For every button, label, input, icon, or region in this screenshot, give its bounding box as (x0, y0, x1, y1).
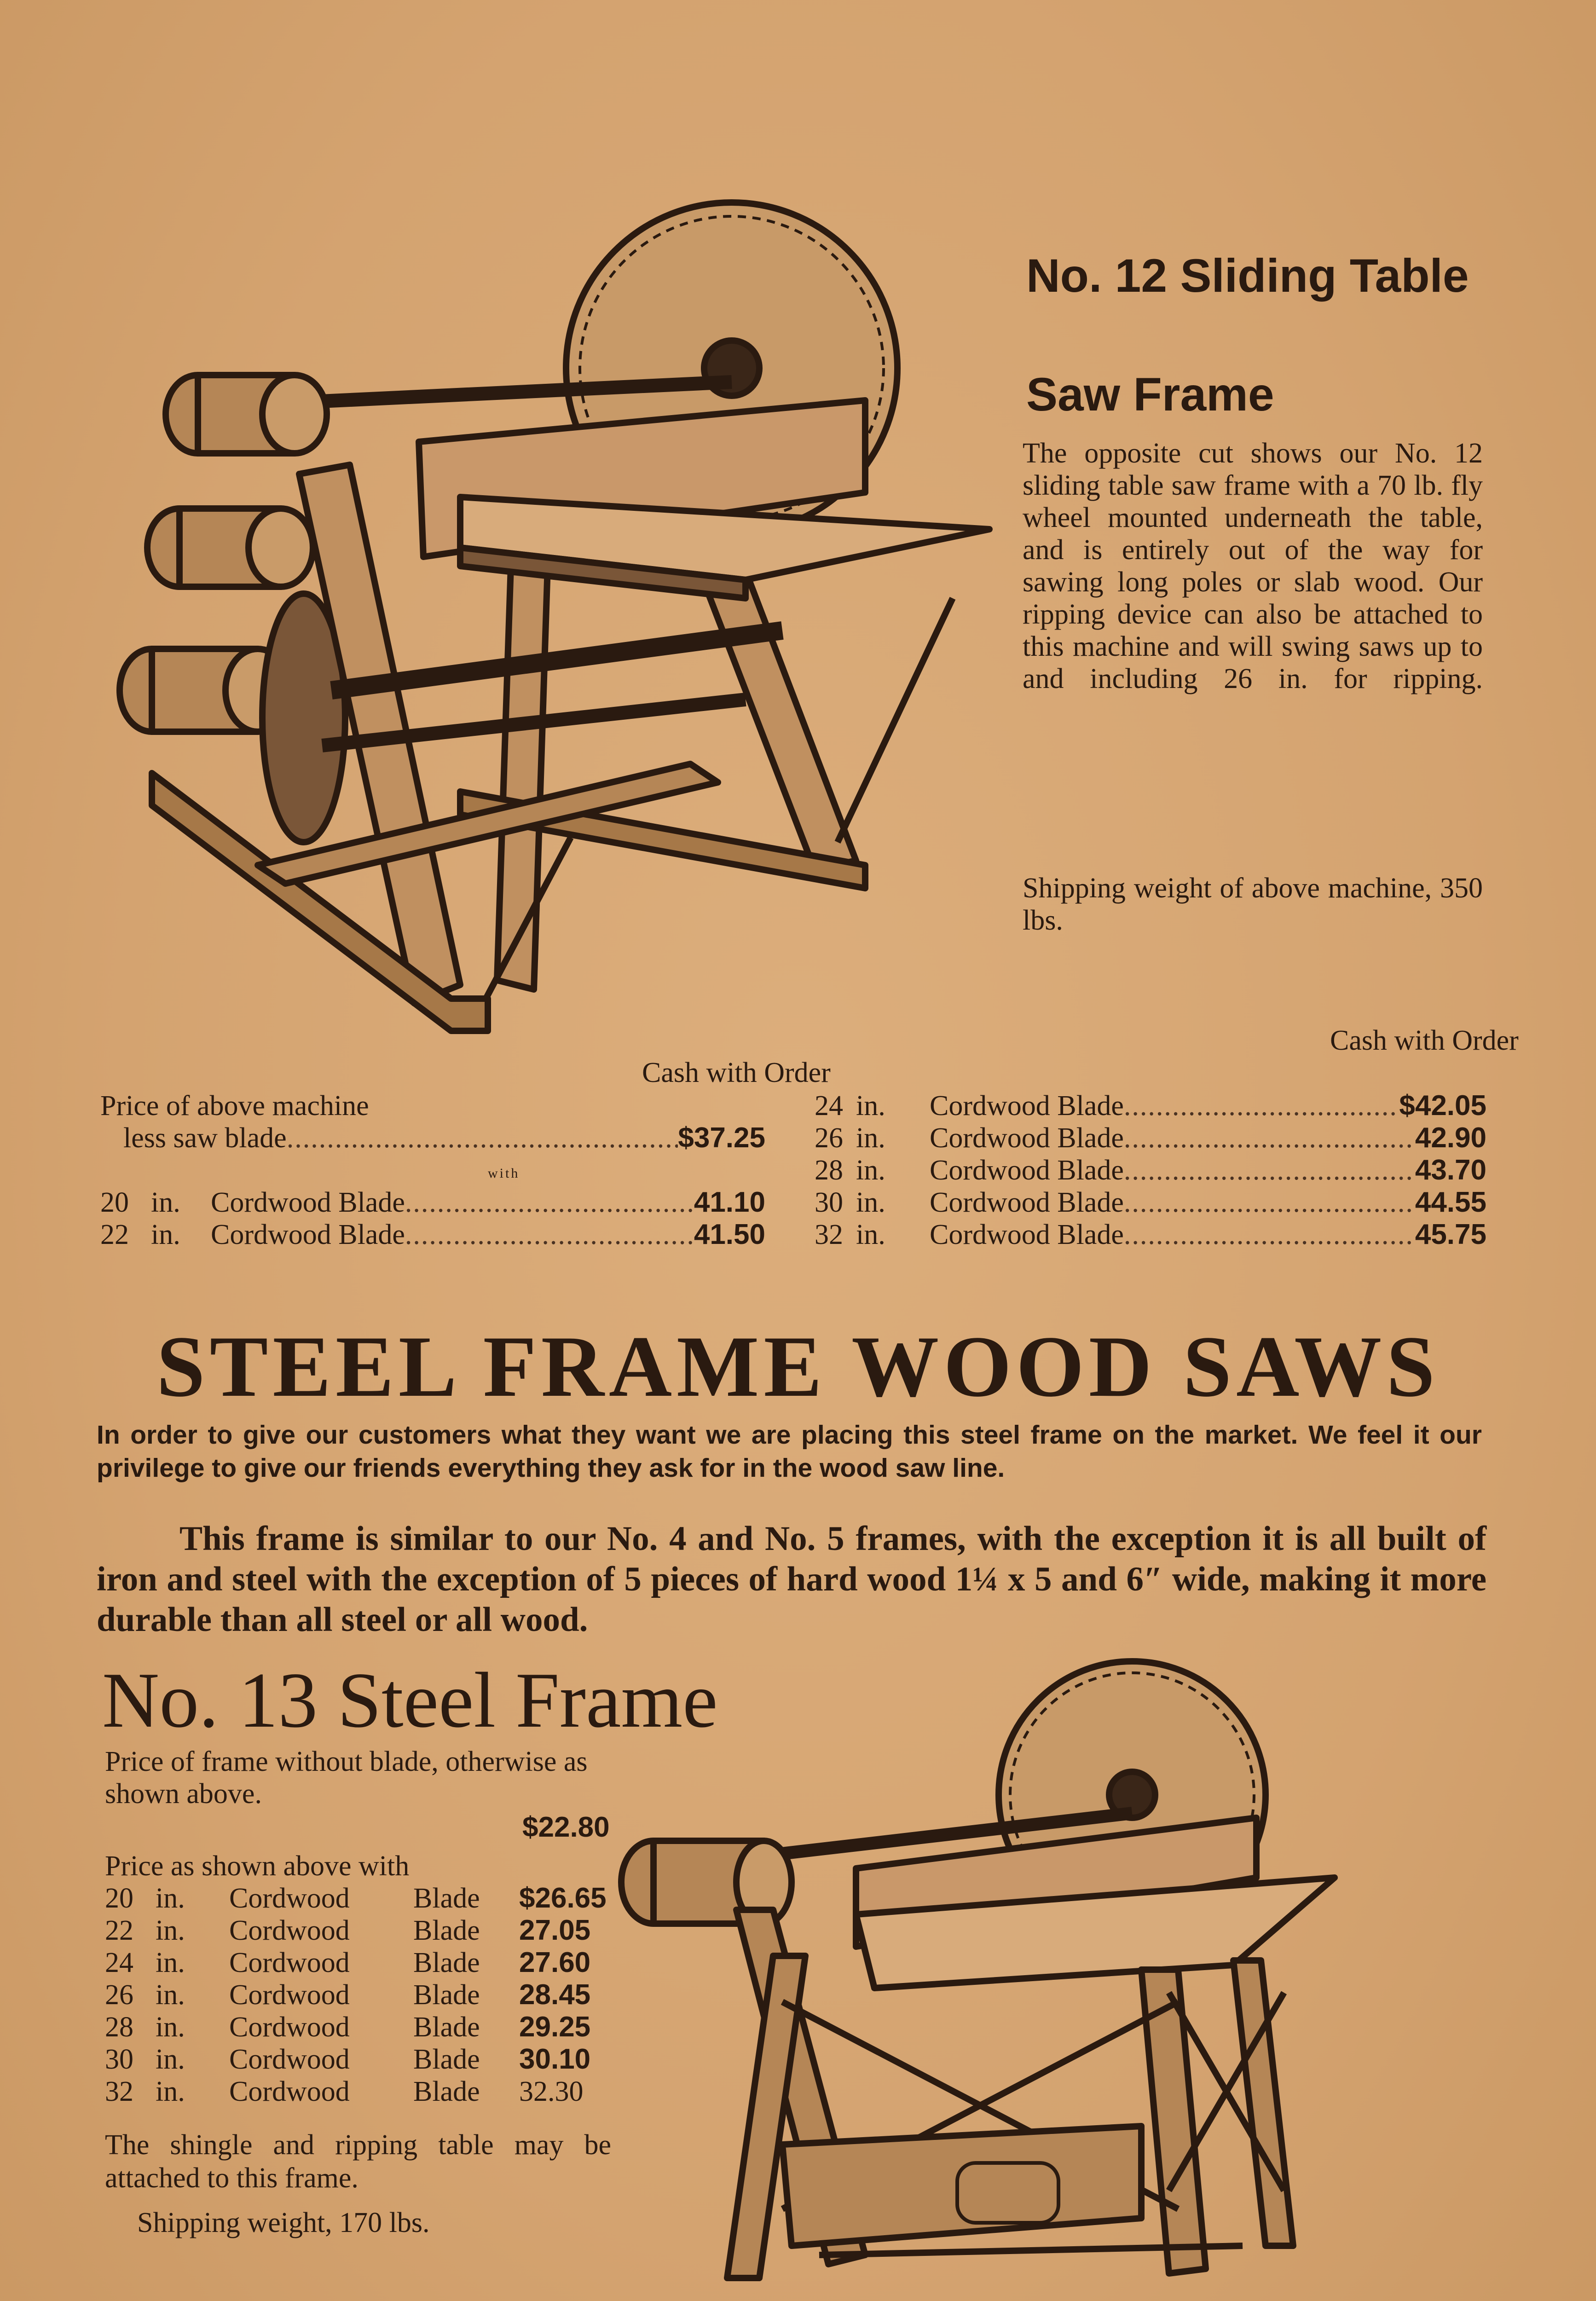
blade-row: 22 in. Cordwood Blade ..... 41.50 (100, 1219, 765, 1251)
blade-row: 32 in. Cordwood Blade 32.30 (105, 2076, 584, 2107)
column-header-left: Cash with Order (642, 1057, 831, 1088)
blade-price: $26.65 (519, 1882, 607, 1914)
blade-row: 30 in. Cordwood Blade ..... 44.55 (815, 1186, 1486, 1219)
blade-row: 24 in. Cordwood Blade 27.60 (105, 1947, 591, 1978)
steel-frame-title: No. 13 Steel Frame (102, 1657, 718, 1744)
base-price-label-1: Price of above machine (100, 1090, 369, 1122)
blade-row: 26 in. Cordwood Blade ..... 42.90 (815, 1122, 1486, 1154)
blade-price: 41.50 (694, 1219, 765, 1250)
blade-price: 43.70 (1415, 1154, 1486, 1186)
steel-frame-price-text: Price of frame without blade, otherwise as shown above. (105, 1746, 588, 1810)
blade-row: 30 in. Cordwood Blade 30.10 (105, 2043, 591, 2075)
base-price-label-2: less saw blade (123, 1122, 287, 1154)
sliding-frame-title: No. 12 Sliding Table Saw Frame (1026, 249, 1469, 421)
blade-price: 42.90 (1415, 1122, 1486, 1154)
blade-price: 41.10 (694, 1186, 765, 1218)
blade-row: 20 in. Cordwood Blade $26.65 (105, 1882, 607, 1914)
blade-price: 44.55 (1415, 1186, 1486, 1218)
steel-frame-note: The shingle and ripping table may be attached to this frame. (105, 2129, 611, 2194)
blade-price: 28.45 (519, 1979, 591, 2011)
blade-row: 28 in. Cordwood Blade 29.25 (105, 2011, 591, 2043)
section-heading: STEEL FRAME WOOD SAWS (156, 1318, 1440, 1415)
blade-row: 20 in. Cordwood Blade ..... 41.10 (100, 1186, 765, 1219)
steel-frame-shipping-weight: Shipping weight, 170 lbs. (137, 2207, 430, 2238)
base-price: $37.25 (678, 1122, 765, 1154)
blade-row: 32 in. Cordwood Blade ..... 45.75 (815, 1219, 1486, 1251)
blade-row: 26 in. Cordwood Blade 28.45 (105, 1979, 591, 2011)
with-label: with (488, 1166, 520, 1181)
blade-row: 22 in. Cordwood Blade 27.05 (105, 1914, 591, 1946)
blade-price: 29.25 (519, 2011, 591, 2043)
steel-frame-shown-header: Price as shown above with (105, 1850, 410, 1882)
section-body: This frame is similar to our No. 4 and No. 5 frames, with the exception it is all built of iron and steel with the exception of 5 pieces of hard wood 1¼ x 5 and 6″ wide, making it more durable than all steel or all wood. (97, 1520, 1486, 1639)
blade-price: 27.60 (519, 1947, 591, 1978)
sliding-frame-description: The opposite cut shows our No. 12 sliding table saw frame with a 70 lb. fly wheel mounted underneath the table, and is entirely out of the way for sawing long poles or slab wood. Our ripping device can also be attached to this machine and will swing saws up to and including 26 in. for ripping. (1023, 438, 1483, 694)
blade-price: 27.05 (519, 1914, 591, 1946)
blade-price: 45.75 (1415, 1219, 1486, 1250)
blade-row: 28 in. Cordwood Blade ..... 43.70 (815, 1154, 1486, 1186)
blade-price: 30.10 (519, 2043, 591, 2075)
blade-row: 24 in. Cordwood Blade ..... $42.05 (815, 1090, 1486, 1122)
steel-frame-price: $22.80 (522, 1811, 610, 1843)
sliding-frame-shipping-weight: Shipping weight of above machine, 350 lbs. (1023, 873, 1483, 936)
column-header-right: Cash with Order (1330, 1025, 1519, 1056)
blade-price: $42.05 (1399, 1090, 1486, 1122)
section-intro: In order to give our customers what they want we are placing this steel frame on the market. We feel it our privilege to give our friends everything they ask for in the wood saw line. (97, 1420, 1482, 1483)
blade-price: 32.30 (519, 2076, 584, 2107)
